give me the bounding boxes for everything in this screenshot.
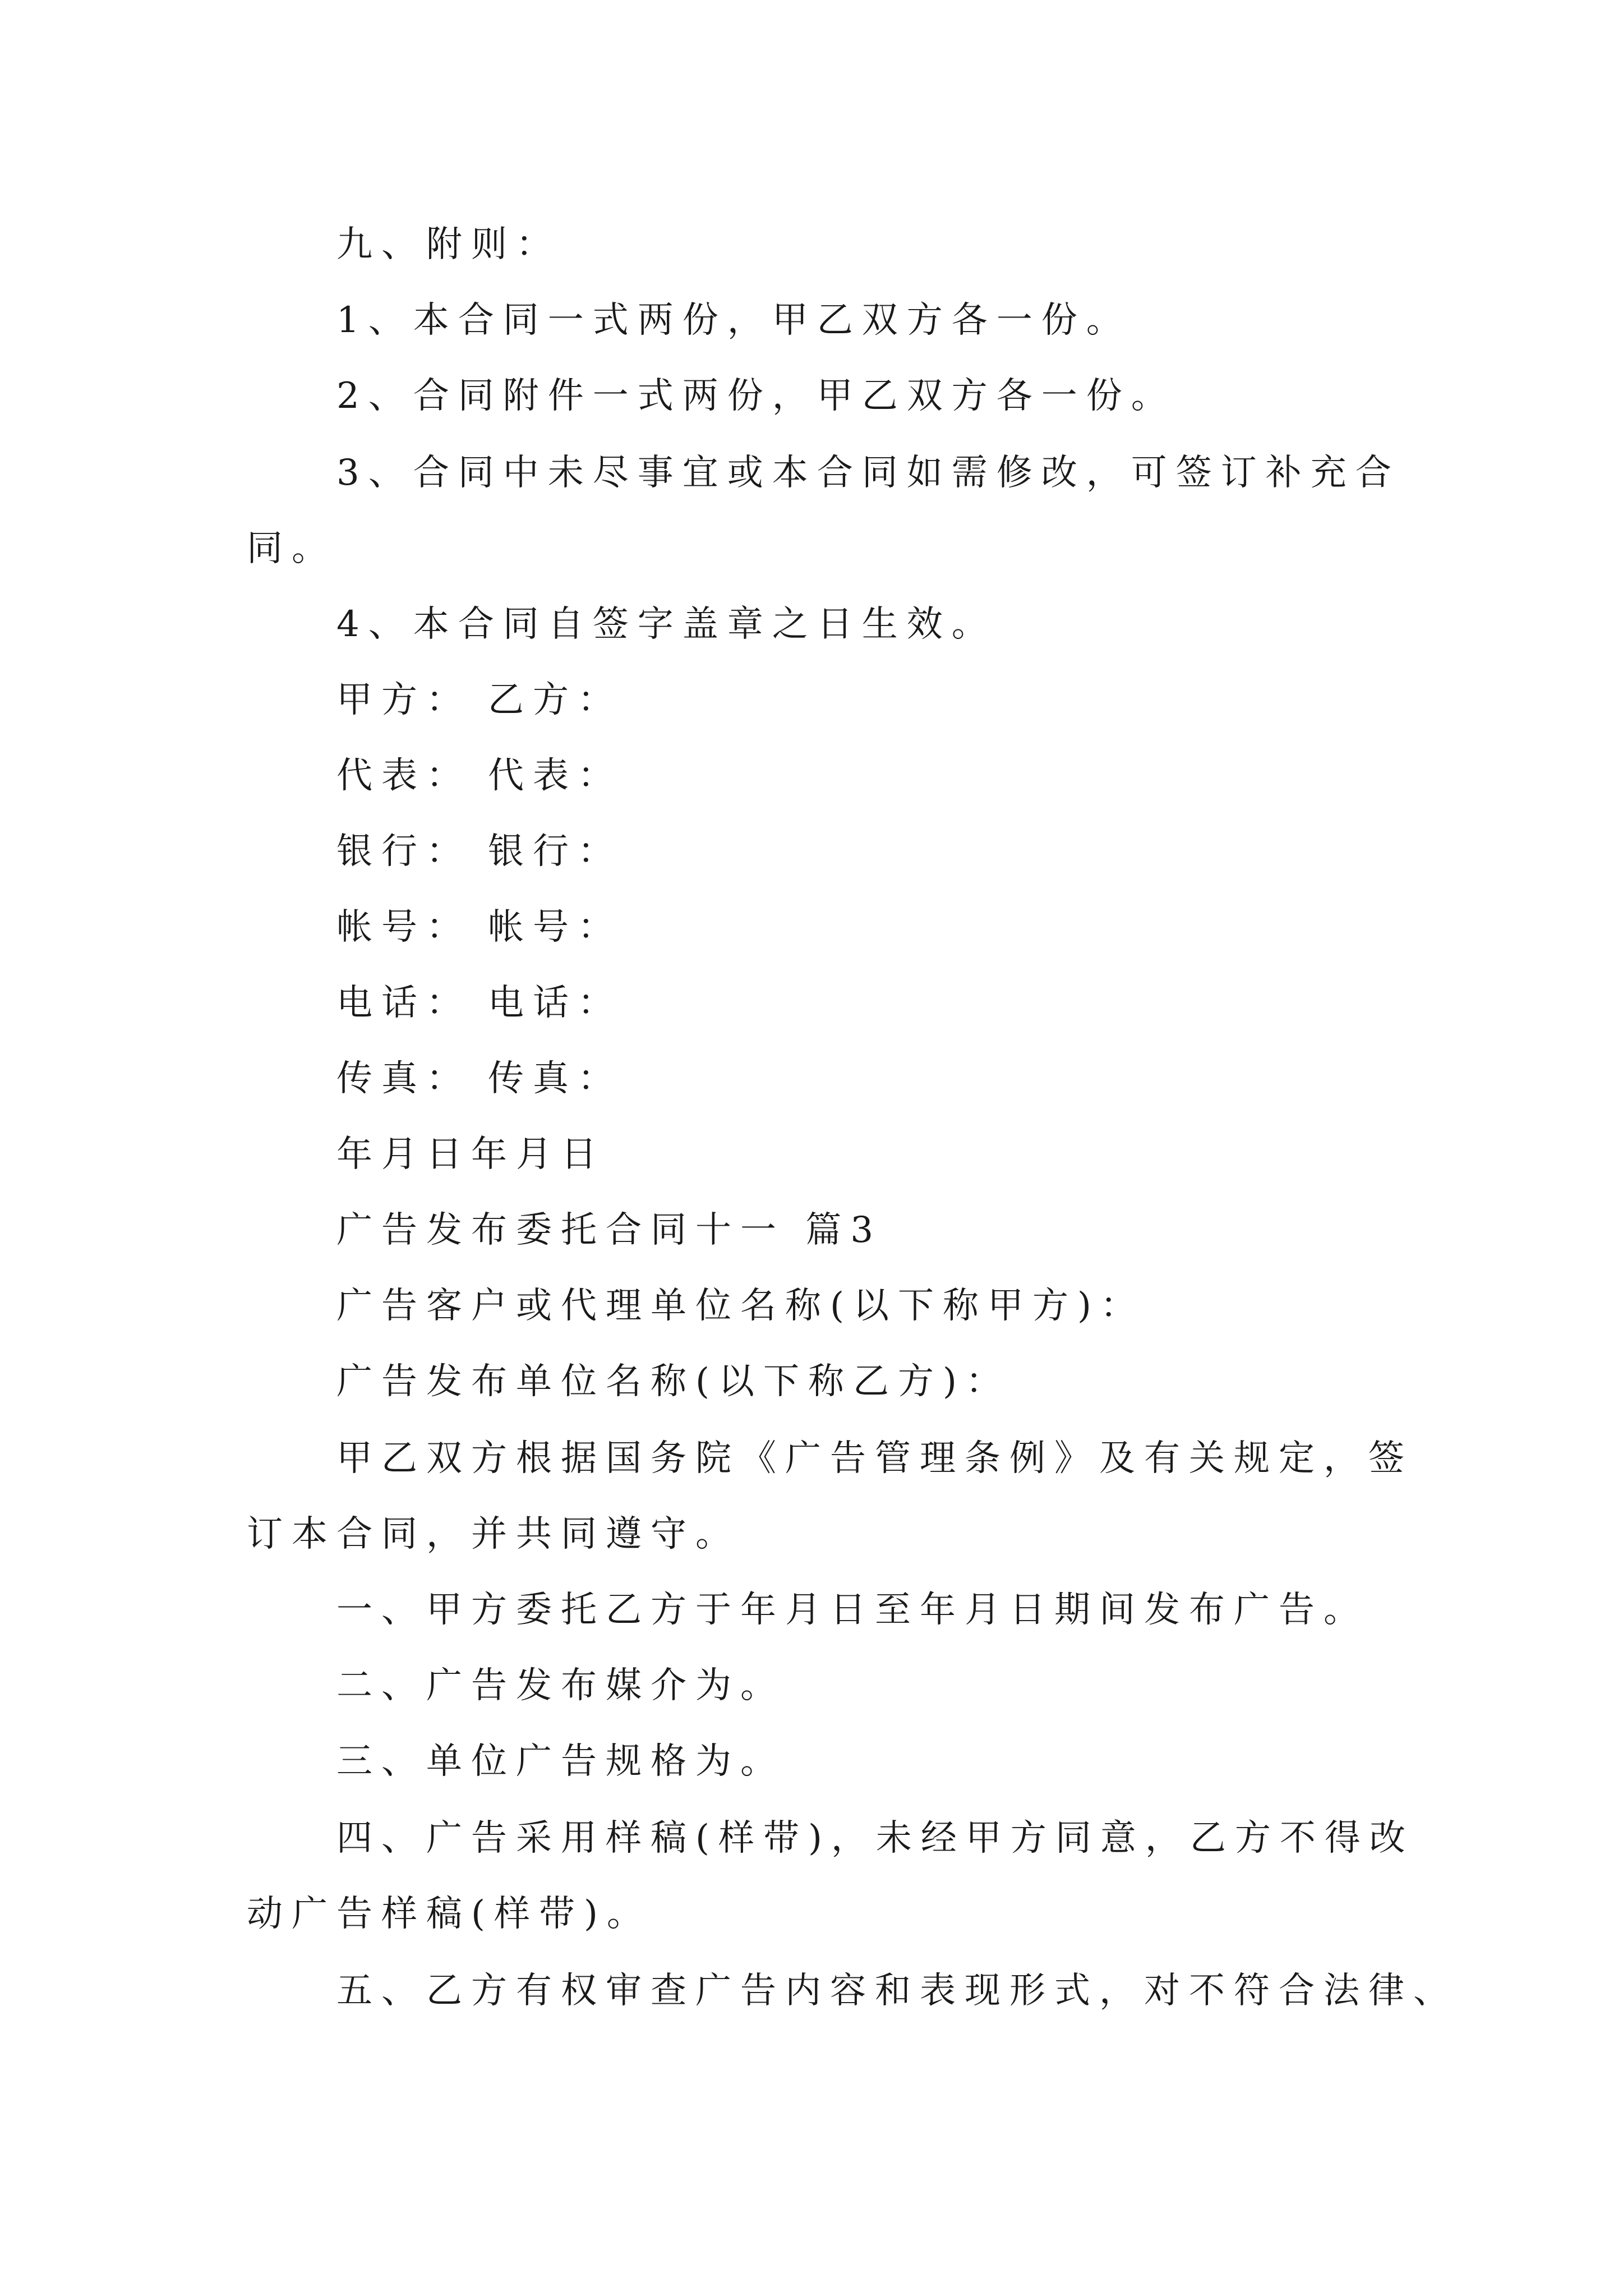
heading-supplementary-provisions: 九、附则：	[336, 224, 561, 265]
clause-3: 3、合同中未尽事宜或本合同如需修改，可签订补充合	[336, 452, 1400, 494]
article-5: 五、乙方有权审查广告内容和表现形式，对不符合法律、	[336, 1970, 1458, 2012]
signature-row-account	[336, 909, 785, 949]
article-4-continued: 动广告样稿(样带)。	[247, 1893, 652, 1935]
party-a-bank-label: 银行：	[336, 831, 471, 872]
party-b-bank-label: 银行：	[488, 831, 623, 872]
clause-4: 4、本合同自签字盖章之日生效。	[336, 604, 997, 645]
signature-row-representative	[336, 755, 785, 797]
article-4: 四、广告采用样稿(样带)，未经甲方同意，乙方不得改	[336, 1818, 1414, 1859]
party-a-representative-label: 代表：	[336, 755, 471, 797]
publisher-name-line: 广告发布单位名称(以下称乙方)：	[336, 1361, 1011, 1402]
client-name-line: 广告客户或代理单位名称(以下称甲方)：	[336, 1285, 1145, 1327]
section-title: 广告发布委托合同十一 篇3	[336, 1209, 883, 1251]
party-b-fax-label: 传真：	[488, 1058, 623, 1099]
clause-1: 1、本合同一式两份，甲乙双方各一份。	[336, 300, 1131, 341]
signature-row-bank	[336, 831, 785, 873]
article-2: 二、广告发布媒介为。	[336, 1665, 785, 1706]
clause-2: 2、合同附件一式两份，甲乙双方各一份。	[336, 375, 1176, 417]
clause-3-continued: 同。	[247, 528, 336, 569]
party-a-fax-label: 传真：	[336, 1058, 471, 1099]
party-b-representative-label: 代表：	[488, 755, 623, 797]
party-b-label: 乙方：	[488, 679, 623, 721]
party-b-account-label: 帐号：	[488, 907, 623, 948]
party-a-account-label: 帐号：	[336, 907, 471, 948]
preamble-line-1: 甲乙双方根据国务院《广告管理条例》及有关规定，签	[336, 1438, 1413, 1479]
party-a-phone-label: 电话：	[336, 982, 471, 1024]
article-3: 三、单位广告规格为。	[336, 1741, 785, 1782]
preamble-line-2: 订本合同，并共同遵守。	[247, 1513, 740, 1555]
signature-row-phone	[336, 982, 785, 1024]
date-line: 年月日年月日	[336, 1134, 606, 1175]
party-b-phone-label: 电话：	[488, 982, 623, 1024]
article-1: 一、甲方委托乙方于年月日至年月日期间发布广告。	[336, 1589, 1368, 1631]
signature-row-party	[336, 679, 785, 721]
signature-row-fax	[336, 1058, 785, 1100]
party-a-label: 甲方：	[336, 679, 471, 721]
